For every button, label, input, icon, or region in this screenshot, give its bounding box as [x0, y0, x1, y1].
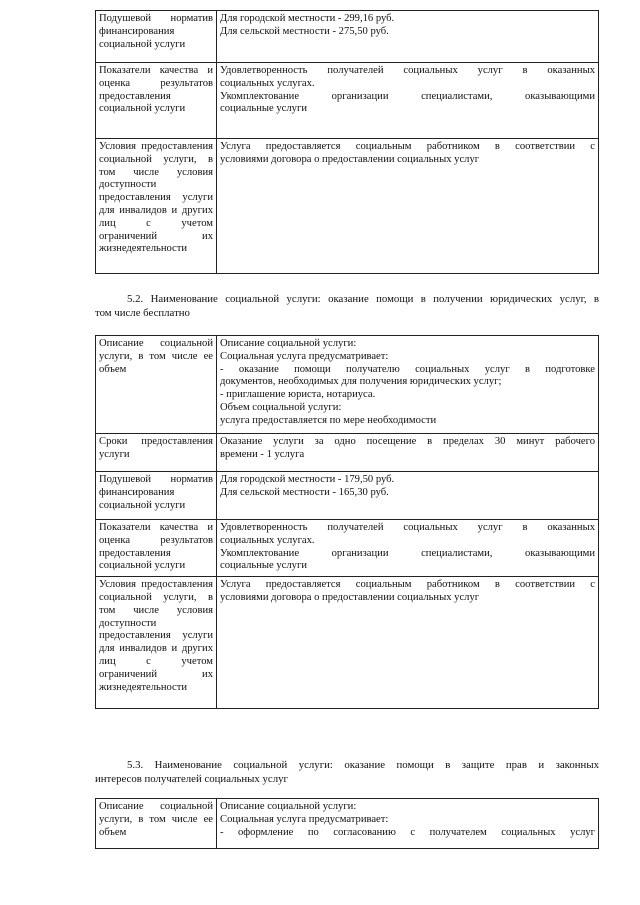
value-line: социальных услугах.	[220, 77, 315, 89]
row-value	[217, 434, 599, 472]
row-label: Сроки предоставления услуги	[96, 434, 217, 472]
row-value	[217, 472, 599, 520]
value-line: Услуга предоставляется социальным работником в соответствии с	[220, 579, 595, 591]
value-line: условиями договора о предоставлении социальных услуг	[220, 153, 480, 165]
table-row	[96, 11, 599, 63]
section-heading-5-3-line2: интересов получателей социальных услуг	[95, 773, 288, 785]
row-value	[217, 799, 599, 849]
row-label: Подушевой норматив финансирования социальной услуги	[96, 472, 217, 520]
value-line: социальных услугах.	[220, 534, 315, 546]
value-line: социальные услуги	[220, 103, 307, 115]
value-line: Для сельской местности - 165,30 руб.	[220, 486, 389, 498]
value-line: Удовлетворенность получателей социальных услуг в оказанных	[220, 522, 595, 533]
row-value	[217, 577, 599, 709]
value-line: Укомплектование организации специалистами, оказывающими	[220, 90, 595, 102]
row-value	[217, 139, 599, 274]
value-line: Социальная услуга предусматривает:	[220, 813, 389, 825]
value-line: Социальная услуга предусматривает:	[220, 350, 389, 362]
value-line: социальные услуги	[220, 560, 307, 572]
value-line: - оказание помощи получателю социальных услуг в подготовке	[220, 363, 595, 375]
service-table-5-3	[95, 798, 599, 849]
table-row	[96, 434, 599, 472]
value-line: Оказание услуги за одно посещение в пределах 30 минут рабочего	[220, 436, 595, 447]
row-label: Подушевой норматив финансирования социальной услуги	[96, 11, 217, 63]
value-line: Для сельской местности - 275,50 руб.	[220, 25, 389, 37]
value-line: времени - 1 услуга	[220, 448, 305, 460]
section-heading-5-2	[95, 292, 599, 320]
row-label: Условия предоставления социальной услуги, в том числе условия доступности предоставления услуги для инвалидов и других лиц с учетом ограничений их жизнедеятельности	[96, 577, 217, 709]
row-value	[217, 63, 599, 139]
row-label: Описание социальной услуги, в том числе ее объем	[96, 799, 217, 849]
value-line: Удовлетворенность получателей социальных услуг в оказанных	[220, 65, 595, 76]
table-row	[96, 472, 599, 520]
row-label: Условия предоставления социальной услуги, в том числе условия доступности предоставления услуги для инвалидов и других лиц с учетом ограничений их жизнедеятельности	[96, 139, 217, 274]
row-value	[217, 336, 599, 434]
value-line: Описание социальной услуги:	[220, 338, 357, 349]
value-line: условиями договора о предоставлении социальных услуг	[220, 591, 480, 603]
value-line: - приглашение юриста, нотариуса.	[220, 389, 376, 401]
table-row	[96, 577, 599, 709]
value-line: Объем социальной услуги:	[220, 401, 342, 413]
table-row	[96, 520, 599, 577]
table-row	[96, 139, 599, 274]
value-line: Описание социальной услуги:	[220, 801, 357, 812]
value-line: Услуга предоставляется социальным работником в соответствии с	[220, 141, 595, 152]
value-line: Для городской местности - 179,50 руб.	[220, 474, 395, 485]
value-line: Укомплектование организации специалистами, оказывающими	[220, 547, 595, 559]
table-row	[96, 336, 599, 434]
row-label: Описание социальной услуги, в том числе ее объем	[96, 336, 217, 434]
row-value	[217, 520, 599, 577]
section-heading-5-2-line2: том числе бесплатно	[95, 307, 190, 319]
service-table-continued	[95, 10, 599, 274]
row-value	[217, 11, 599, 63]
value-line: документов, необходимых для получения юридических услуг;	[220, 376, 502, 388]
section-heading-5-3-line1: 5.3. Наименование социальной услуги: оказание помощи в защите прав и законных	[127, 759, 599, 771]
value-line: Для городской местности - 299,16 руб.	[220, 13, 395, 24]
section-heading-5-2-line1: 5.2. Наименование социальной услуги: оказание помощи в получении юридических услуг, в	[127, 293, 599, 305]
table-row	[96, 799, 599, 849]
section-heading-5-3	[95, 758, 599, 786]
service-table-5-2	[95, 335, 599, 709]
value-line: услуга предоставляется по мере необходимости	[220, 414, 437, 426]
row-label: Показатели качества и оценка результатов предоставления социальной услуги	[96, 520, 217, 577]
row-label: Показатели качества и оценка результатов предоставления социальной услуги	[96, 63, 217, 139]
value-line: - оформление по согласованию с получателем социальных услуг	[220, 826, 595, 838]
table-row	[96, 63, 599, 139]
